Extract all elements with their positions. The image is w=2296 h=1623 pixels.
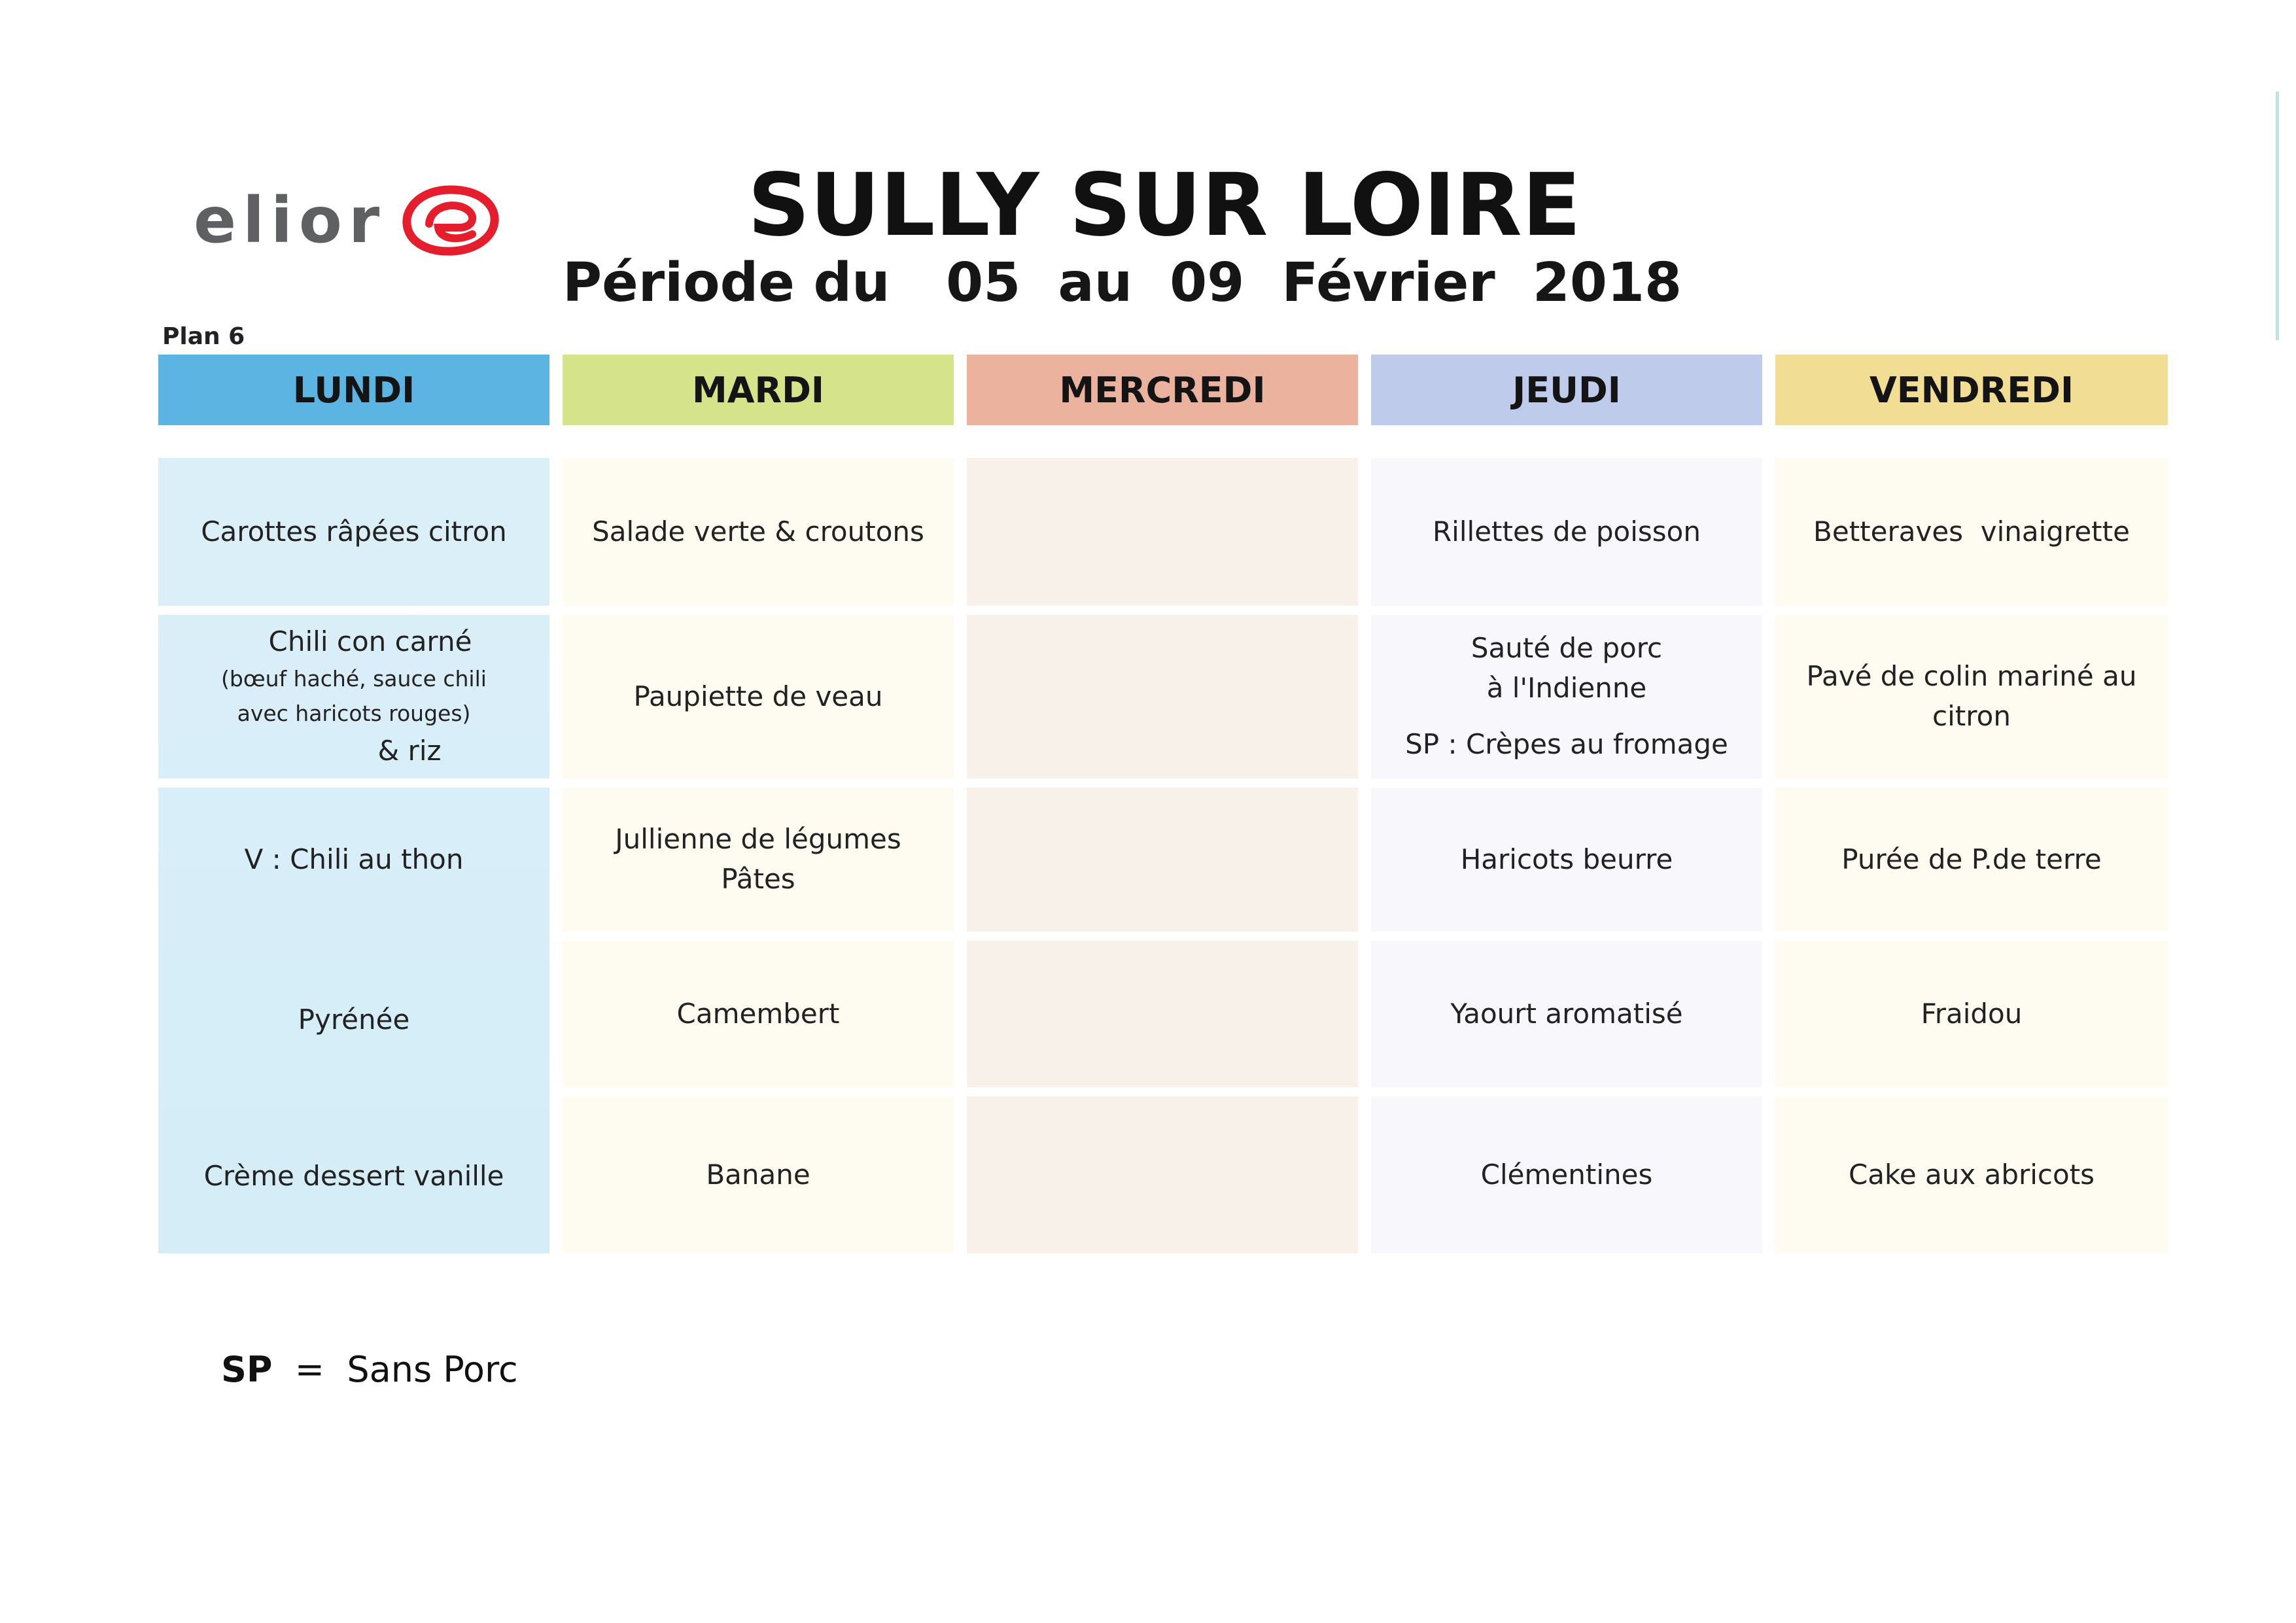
menu-cell-vendredi-entree: Betteraves vinaigrette bbox=[1813, 515, 2130, 548]
menu-cell-jeudi-fromage: Yaourt aromatisé bbox=[1450, 997, 1683, 1030]
legend: SP = Sans Porc bbox=[221, 1349, 518, 1390]
scan-edge-mark bbox=[2276, 92, 2279, 340]
menu-cell-lundi-accompagnement: V : Chili au thon bbox=[244, 843, 464, 875]
menu-cell-vendredi-plat: Pavé de colin mariné au citron bbox=[1806, 660, 2137, 732]
menu-cell-lundi-fromage: Pyrénée bbox=[298, 1003, 410, 1036]
day-header-mercredi: MERCREDI bbox=[967, 355, 1358, 425]
menu-cell-mercredi-empty bbox=[967, 458, 1358, 1253]
page-title: SULLY SUR LOIRE bbox=[748, 155, 1581, 256]
row-divider bbox=[563, 932, 2168, 941]
menu-cell-jeudi-accompagnement: Haricots beurre bbox=[1460, 843, 1673, 875]
menu-cell-mardi-dessert: Banane bbox=[706, 1158, 810, 1191]
menu-cell-mardi-accompagnement: Jullienne de légumes Pâtes bbox=[615, 823, 901, 895]
day-header-vendredi: VENDREDI bbox=[1775, 355, 2168, 425]
menu-cell-vendredi-accompagnement: Purée de P.de terre bbox=[1841, 843, 2102, 875]
plan-label: Plan 6 bbox=[162, 323, 245, 350]
menu-cell-jeudi-entree: Rillettes de poisson bbox=[1433, 515, 1701, 548]
menu-cell-mardi-entree: Salade verte & croutons bbox=[592, 515, 924, 548]
menu-cell-lundi-entree: Carottes râpées citron bbox=[201, 515, 507, 548]
menu-cell-lundi-dessert: Crème dessert vanille bbox=[203, 1159, 504, 1192]
elior-logo-icon bbox=[402, 184, 500, 256]
day-header-jeudi: JEUDI bbox=[1371, 355, 1762, 425]
menu-cell-jeudi-plat: Sauté de porc à l'Indienne SP : Crèpes au fromage bbox=[1405, 631, 1728, 761]
elior-logo bbox=[194, 184, 500, 256]
menu-cell-vendredi-dessert: Cake aux abricots bbox=[1848, 1158, 2095, 1191]
logo-wordmark: elior bbox=[194, 184, 387, 257]
menu-cell-mardi-fromage: Camembert bbox=[676, 997, 840, 1030]
day-header-mardi: MARDI bbox=[563, 355, 954, 425]
menu-cell-jeudi-dessert: Clémentines bbox=[1480, 1158, 1653, 1191]
menu-cell-vendredi-fromage: Fraidou bbox=[1921, 997, 2023, 1030]
menu-cell-lundi-plat: Chili con carné (bœuf haché, sauce chili avec haricots rouges) & riz bbox=[221, 625, 487, 767]
row-divider bbox=[563, 1087, 2168, 1096]
day-header-lundi: LUNDI bbox=[158, 355, 549, 425]
menu-cell-mardi-plat: Paupiette de veau bbox=[633, 680, 883, 712]
period-subtitle: Période du 05 au 09 Février 2018 bbox=[563, 252, 1682, 314]
